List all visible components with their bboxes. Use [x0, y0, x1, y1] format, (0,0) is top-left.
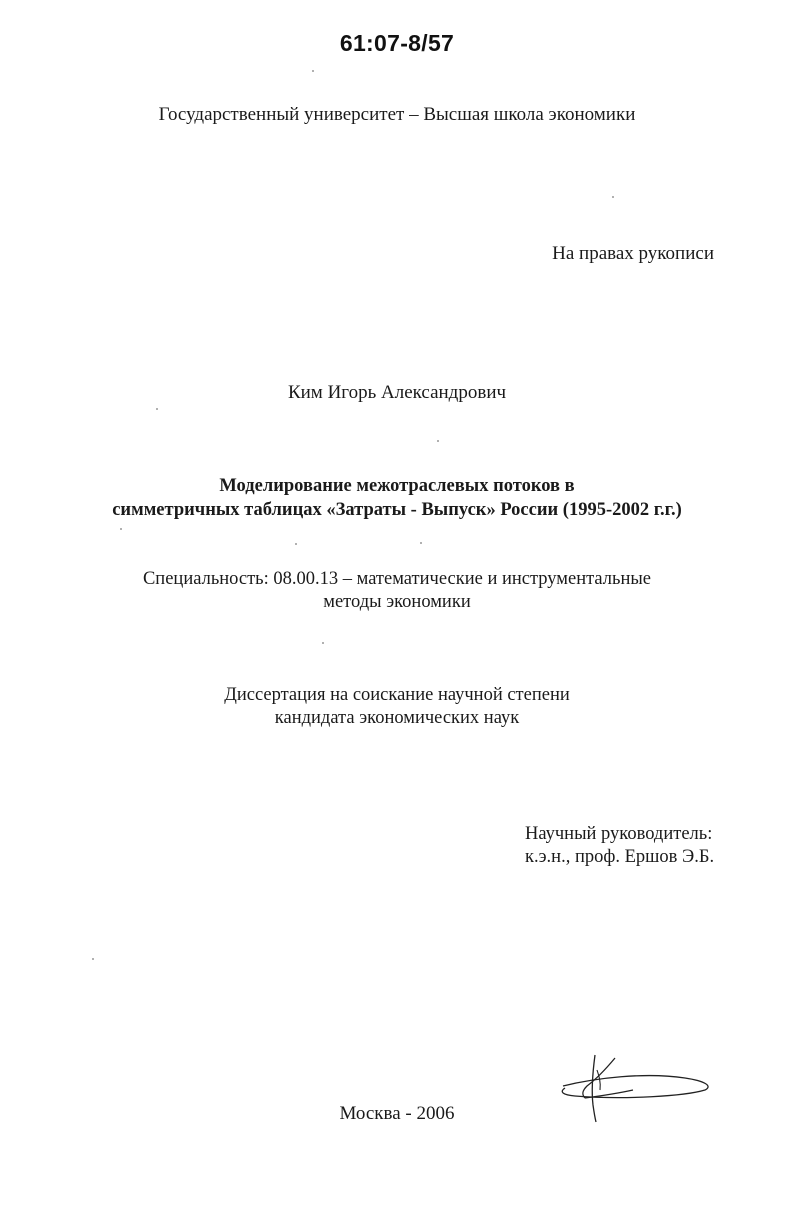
- degree-line-1: Диссертация на соискание научной степени: [224, 685, 570, 705]
- supervisor-name: к.э.н., проф. Ершов Э.Б.: [525, 847, 715, 867]
- specialty-line-1: Специальность: 08.00.13 – математические и инструментальные: [142, 569, 652, 589]
- scan-speck: [295, 543, 297, 545]
- dissertation-title: [0, 474, 794, 522]
- scan-speck: [312, 70, 314, 72]
- supervisor-block: [525, 823, 714, 869]
- title-line-1: Моделирование межотраслевых потоков в: [219, 476, 575, 496]
- manuscript-note: На правах рукописи: [552, 243, 714, 264]
- scan-speck: [322, 642, 324, 644]
- specialty: [0, 568, 794, 614]
- scan-speck: [156, 408, 158, 410]
- degree-statement: [0, 684, 794, 730]
- author-name: Ким Игорь Александрович: [287, 382, 507, 403]
- scan-speck: [437, 440, 439, 442]
- catalog-code: 61:07-8/57: [339, 30, 455, 56]
- city-year: Москва - 2006: [339, 1103, 455, 1124]
- degree-line-2: кандидата экономических наук: [274, 708, 520, 728]
- specialty-line-2: методы экономики: [323, 592, 471, 612]
- scan-speck: [92, 958, 94, 960]
- scan-speck: [420, 542, 422, 544]
- supervisor-label: Научный руководитель:: [525, 824, 713, 844]
- scan-speck: [120, 528, 122, 530]
- institution-name: Государственный университет – Высшая школа экономики: [158, 104, 636, 125]
- title-line-2: симметричных таблицах «Затраты - Выпуск» России (1995-2002 г.г.): [112, 500, 682, 520]
- scan-speck: [612, 196, 614, 198]
